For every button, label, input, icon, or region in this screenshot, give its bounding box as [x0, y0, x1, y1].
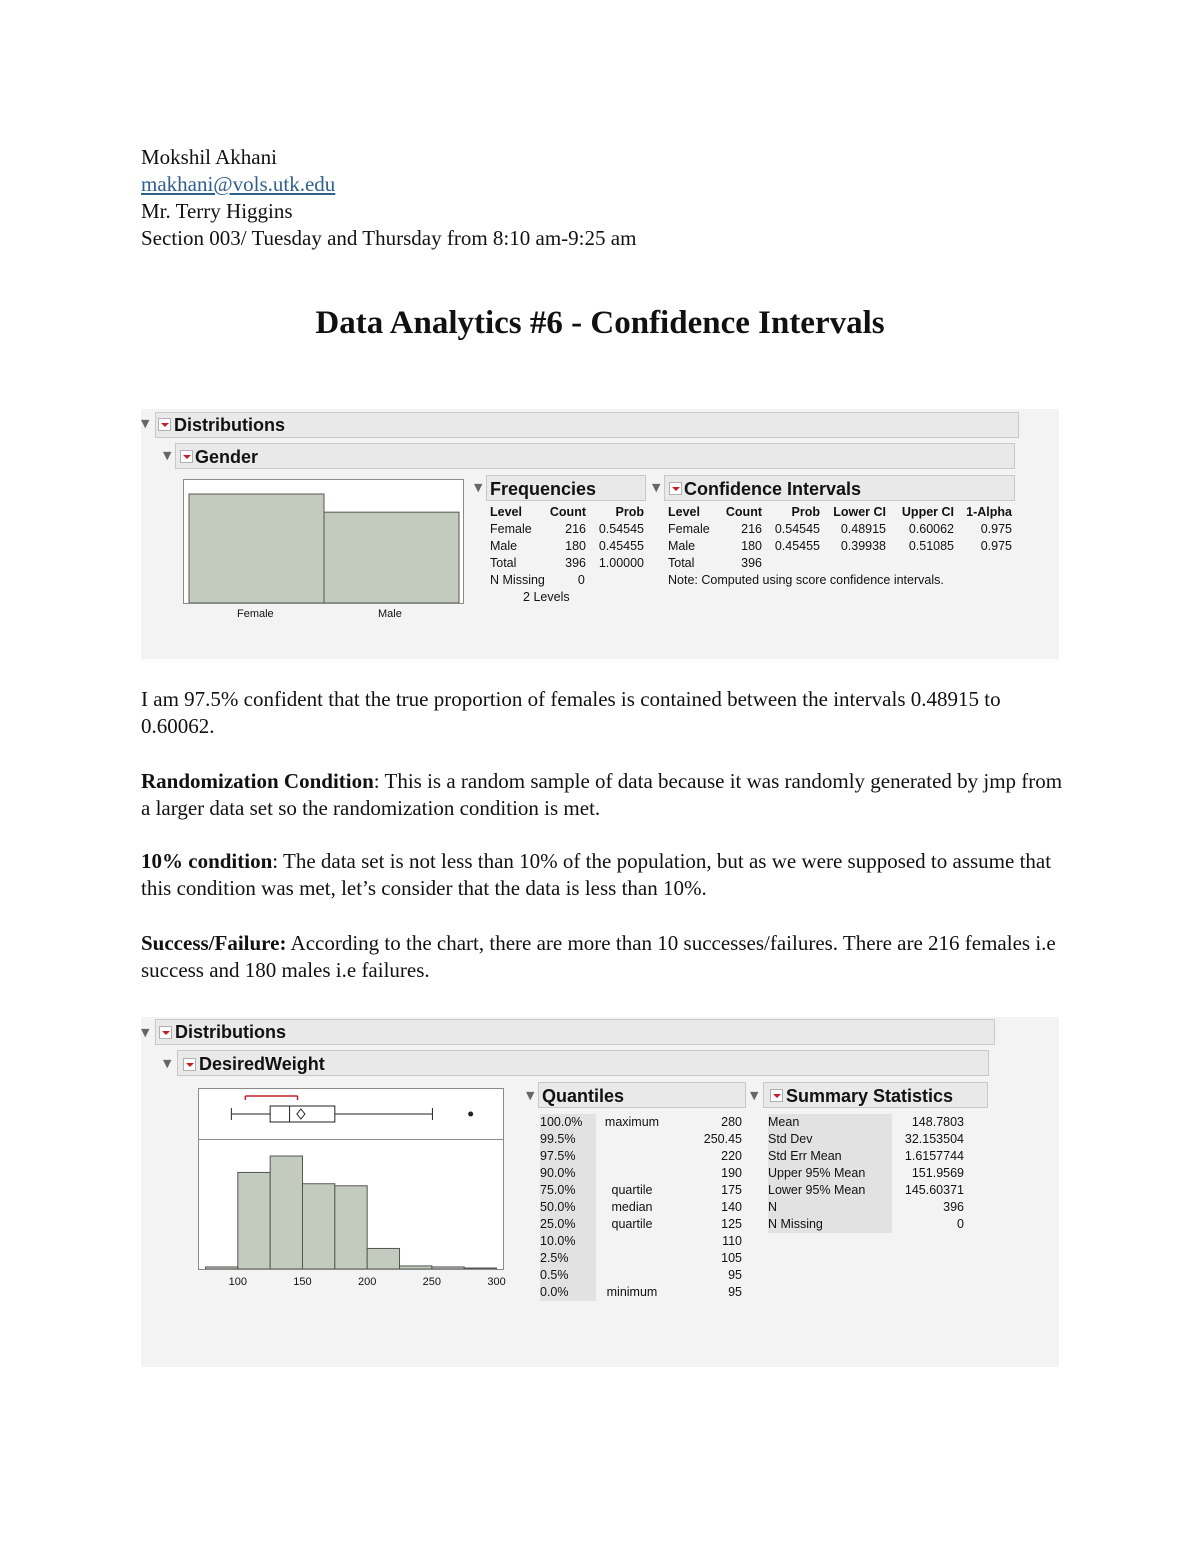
ci-note: Note: Computed using score confidence intervals.: [668, 573, 944, 587]
table-row: [668, 555, 1012, 572]
table-cell: [596, 1250, 668, 1267]
table-cell: [596, 1233, 668, 1250]
frequencies-title: Frequencies: [490, 479, 597, 499]
column-header: Prob: [791, 505, 820, 519]
column-header: 1-Alpha: [966, 505, 1012, 519]
n-missing-value: 0: [577, 573, 585, 587]
table-row: [540, 1284, 742, 1301]
table-row: [768, 1148, 964, 1165]
confidence-intervals-title: Confidence Intervals: [684, 479, 862, 499]
table-cell: 0.975: [980, 522, 1012, 536]
table-cell: [886, 555, 954, 572]
table-row: [540, 1267, 742, 1284]
table-cell: 97.5%: [540, 1148, 596, 1165]
table-cell: 0.0%: [540, 1284, 596, 1301]
table-cell: 216: [741, 522, 762, 536]
table-cell: N Missing: [768, 1216, 892, 1233]
table-row: [540, 1165, 742, 1182]
table-cell: 0.5%: [540, 1267, 596, 1284]
table-row: [768, 1165, 964, 1182]
table-cell: [762, 555, 820, 572]
table-cell: Female: [490, 522, 532, 536]
histogram-frame: [198, 1139, 504, 1270]
table-cell: 10.0%: [540, 1233, 596, 1250]
success-failure-label: Success/Failure:: [141, 931, 287, 955]
box-plot-outlier: [468, 1112, 473, 1117]
table-row: [540, 1199, 742, 1216]
table-row: [540, 1182, 742, 1199]
table-cell: 0.45455: [598, 539, 644, 553]
column-header: Level: [490, 505, 522, 519]
randomization-label: Randomization Condition: [141, 769, 374, 793]
table-row: [768, 1114, 964, 1131]
gender-outline-bar: [175, 443, 1015, 469]
page-title: Data Analytics #6 - Confidence Intervals: [315, 305, 885, 341]
author-email-link[interactable]: makhani@vols.utk.edu: [141, 172, 336, 196]
red-triangle-menu-icon[interactable]: [770, 1089, 783, 1102]
table-row: [490, 538, 644, 555]
n-missing-label: N Missing: [490, 573, 545, 587]
table-cell: Total: [668, 556, 695, 570]
table-cell: Std Dev: [768, 1131, 892, 1148]
table-row: [540, 1250, 742, 1267]
table-header-row: [490, 504, 644, 521]
table-cell: quartile: [611, 1217, 653, 1231]
gender-distribution-figure: [141, 409, 1059, 659]
table-row: [490, 572, 644, 589]
table-cell: 0.48915: [840, 522, 886, 536]
randomization-paragraph: [141, 768, 1071, 822]
red-triangle-menu-icon[interactable]: [159, 1026, 172, 1039]
table-row: [540, 1216, 742, 1233]
table-cell: 90.0%: [540, 1165, 596, 1182]
table-cell: 0.60062: [908, 522, 954, 536]
x-tick-label: 100: [228, 1276, 247, 1288]
histogram-bar: [270, 1156, 302, 1269]
red-triangle-menu-icon[interactable]: [183, 1058, 196, 1071]
table-cell: median: [611, 1200, 653, 1214]
table-cell: 396: [943, 1200, 964, 1214]
table-cell: 396: [741, 556, 762, 570]
table-cell: 396: [565, 556, 586, 570]
red-triangle-menu-icon[interactable]: [669, 482, 682, 495]
distributions-title: Distributions: [175, 1022, 286, 1042]
gender-bar-chart: [183, 479, 464, 604]
table-cell: 148.7803: [911, 1115, 964, 1129]
table-row: [668, 521, 1012, 538]
table-cell: Std Err Mean: [768, 1148, 892, 1165]
table-cell: 2.5%: [540, 1250, 596, 1267]
quantiles-table: [540, 1114, 742, 1301]
table-cell: Total: [490, 556, 517, 570]
x-tick-label-female: Female: [237, 608, 274, 620]
disclosure-triangle-icon[interactable]: ▼: [526, 1089, 535, 1102]
table-cell: [596, 1267, 668, 1284]
table-cell: 216: [565, 522, 586, 536]
table-cell: 0.54545: [598, 522, 644, 536]
table-cell: 0.975: [980, 539, 1012, 553]
column-header: Count: [549, 505, 586, 519]
disclosure-triangle-icon[interactable]: ▼: [141, 417, 150, 430]
table-cell: 25.0%: [540, 1216, 596, 1233]
x-tick-label: 250: [422, 1276, 442, 1288]
table-cell: 250.45: [703, 1132, 742, 1146]
table-cell: Male: [490, 539, 518, 553]
x-tick-label-male: Male: [378, 608, 402, 620]
table-cell: 220: [721, 1149, 742, 1163]
levels-label: Levels: [533, 590, 570, 604]
histogram-bar: [464, 1268, 496, 1269]
column-header: Prob: [615, 505, 644, 519]
table-cell: 1.00000: [598, 556, 644, 570]
table-row: [668, 572, 1012, 589]
instructor-name: Mr. Terry Higgins: [141, 199, 293, 223]
author-name: Mokshil Akhani: [141, 145, 277, 169]
table-cell: maximum: [604, 1115, 660, 1129]
histogram-bar: [367, 1248, 399, 1269]
table-cell: 0.54545: [774, 522, 820, 536]
table-cell: 95: [728, 1285, 742, 1299]
ten-percent-text: : The data set is not less than 10% of the population, but as we were supposed to assume that this condition was met, let’s consider that the data is less than 10%.: [141, 849, 1052, 900]
bar-male: [324, 512, 459, 603]
table-cell: [954, 555, 1012, 572]
histogram-bar: [335, 1186, 367, 1269]
success-failure-paragraph: [141, 930, 1071, 984]
disclosure-triangle-icon[interactable]: ▼: [141, 1026, 150, 1039]
box-plot-frame: [198, 1088, 504, 1140]
box-plot: [199, 1089, 503, 1139]
table-row: [540, 1233, 742, 1250]
confidence-intervals-table: [668, 504, 1012, 589]
table-cell: minimum: [606, 1285, 658, 1299]
table-cell: 32.153504: [904, 1132, 964, 1146]
red-triangle-menu-icon[interactable]: [180, 450, 193, 463]
table-cell: 151.9569: [911, 1166, 964, 1180]
levels-count: 2: [523, 590, 530, 604]
red-triangle-menu-icon[interactable]: [158, 418, 171, 431]
x-tick-label: 300: [487, 1276, 506, 1288]
randomization-text: : This is a random sample of data because it was randomly generated by jmp from a larger data set so the randomization condition is met.: [141, 769, 1063, 820]
table-cell: 95: [728, 1268, 742, 1282]
table-cell: 0.45455: [774, 539, 820, 553]
table-row: [490, 555, 644, 572]
table-cell: 175: [721, 1183, 742, 1197]
bar-female: [189, 494, 324, 603]
table-cell: 140: [721, 1200, 742, 1214]
table-row: [540, 1131, 742, 1148]
table-cell: 100.0%: [540, 1114, 596, 1131]
disclosure-triangle-icon[interactable]: ▼: [652, 481, 661, 494]
summary-statistics-table: [768, 1114, 964, 1233]
column-header: Count: [725, 505, 762, 519]
gender-title: Gender: [195, 447, 259, 467]
histogram: [199, 1140, 503, 1269]
table-row: [540, 1114, 742, 1131]
table-cell: Male: [668, 539, 696, 553]
table-row: [768, 1182, 964, 1199]
table-cell: 190: [721, 1166, 742, 1180]
histogram-bar: [302, 1184, 334, 1269]
interpretation-paragraph: I am 97.5% confident that the true proportion of females is contained between the intervals 0.48915 to 0.60062.: [141, 687, 1001, 738]
table-cell: 180: [741, 539, 762, 553]
table-cell: 125: [721, 1217, 742, 1231]
table-cell: Upper 95% Mean: [768, 1165, 892, 1182]
table-cell: 75.0%: [540, 1182, 596, 1199]
table-cell: Female: [668, 522, 710, 536]
table-cell: [596, 1148, 668, 1165]
desiredweight-distribution-figure: [141, 1017, 1059, 1367]
desiredweight-title: DesiredWeight: [199, 1054, 325, 1074]
table-cell: 0: [957, 1217, 964, 1231]
histogram-bar: [238, 1172, 270, 1269]
disclosure-triangle-icon[interactable]: ▼: [163, 449, 172, 462]
column-header: Lower CI: [833, 505, 886, 519]
ten-percent-paragraph: [141, 848, 1071, 902]
frequencies-table: [490, 504, 644, 606]
table-cell: [596, 1165, 668, 1182]
table-cell: 280: [721, 1115, 742, 1129]
table-cell: Mean: [768, 1114, 892, 1131]
table-row: [490, 521, 644, 538]
table-cell: 50.0%: [540, 1199, 596, 1216]
histogram-bar: [205, 1267, 237, 1269]
table-row: [768, 1199, 964, 1216]
ten-percent-label: 10% condition: [141, 849, 273, 873]
histogram-bar: [432, 1267, 464, 1269]
table-row: [668, 538, 1012, 555]
x-tick-label: 200: [357, 1276, 377, 1288]
x-tick-label: 150: [293, 1276, 312, 1288]
section-info: Section 003/ Tuesday and Thursday from 8:10 am-9:25 am: [141, 226, 637, 250]
disclosure-triangle-icon[interactable]: ▼: [163, 1057, 172, 1070]
table-cell: N: [768, 1199, 892, 1216]
table-cell: [820, 555, 886, 572]
quantiles-title: Quantiles: [542, 1086, 625, 1106]
disclosure-triangle-icon[interactable]: ▼: [750, 1089, 759, 1102]
table-cell: 99.5%: [540, 1131, 596, 1148]
table-cell: 0.39938: [840, 539, 886, 553]
table-cell: 105: [721, 1251, 742, 1265]
table-row: [490, 589, 644, 606]
table-cell: quartile: [611, 1183, 653, 1197]
table-row: [540, 1148, 742, 1165]
table-header-row: [668, 504, 1012, 521]
table-cell: 0.51085: [908, 539, 954, 553]
column-header: Level: [668, 505, 700, 519]
histogram-bar: [400, 1266, 432, 1269]
distributions-title: Distributions: [174, 415, 285, 435]
table-row: [768, 1216, 964, 1233]
table-cell: 1.6157744: [904, 1149, 964, 1163]
table-cell: Lower 95% Mean: [768, 1182, 892, 1199]
disclosure-triangle-icon[interactable]: ▼: [474, 481, 483, 494]
summary-statistics-title: Summary Statistics: [786, 1086, 954, 1106]
column-header: Upper CI: [901, 505, 954, 519]
table-cell: 110: [722, 1234, 742, 1248]
table-cell: 180: [565, 539, 586, 553]
table-row: [768, 1131, 964, 1148]
table-cell: 145.60371: [904, 1183, 964, 1197]
success-failure-text: According to the chart, there are more than 10 successes/failures. There are 216 females i.e success and 180 males i.e failures.: [141, 931, 1056, 982]
table-cell: [596, 1131, 668, 1148]
